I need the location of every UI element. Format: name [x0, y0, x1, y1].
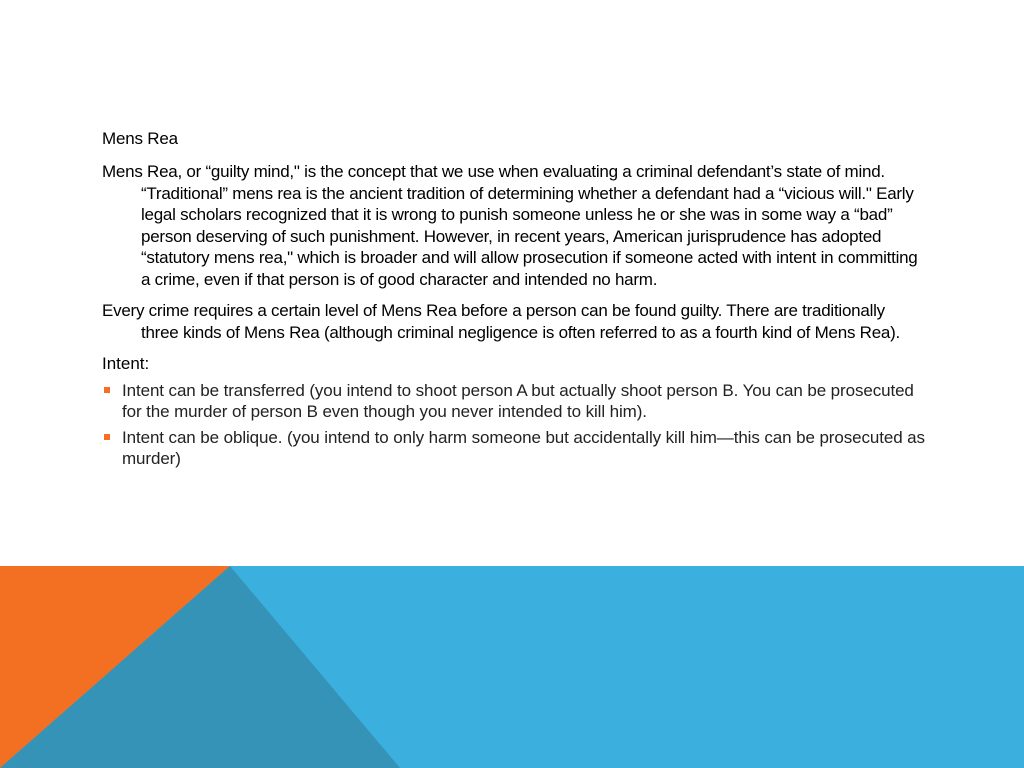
intent-label: Intent:: [102, 354, 150, 373]
paragraph-mens-rea-definition: Mens Rea, or “guilty mind," is the concept that we use when evaluating a criminal defendant’s state of mind. “Traditional” mens rea is the ancient tradition of determining whether a defendant had a “vicious will." Early legal scholars recognized that it is wrong to punish someone unless he or she was in some way a “bad” person deserving of such punishment. However, in recent years, American jurisprudence has adopted “statutory mens rea," which is broader and will allow prosecution if someone acted with intent in committing a crime, even if that person is of good character and intended no harm.: [102, 162, 918, 289]
slide-content: [102, 128, 926, 474]
bullet-text: Intent can be oblique. (you intend to only harm someone but accidentally kill him—this can be prosecuted as murder): [122, 428, 925, 468]
intent-bullet-list: [102, 380, 926, 469]
list-item: [102, 380, 926, 422]
square-bullet-icon: [104, 387, 110, 393]
decorative-footer-shapes: [0, 566, 1024, 768]
square-bullet-icon: [104, 434, 110, 440]
bullet-text: Intent can be transferred (you intend to shoot person A but actually shoot person B. You can be prosecuted for the murder of person B even though you never intended to kill him).: [122, 381, 914, 421]
slide-heading: Mens Rea: [102, 129, 178, 148]
list-item: [102, 427, 926, 469]
paragraph-mens-rea-levels: Every crime requires a certain level of Mens Rea before a person can be found guilty. There are traditionally three kinds of Mens Rea (although criminal negligence is often referred to as a fourth kind of Mens Rea).: [102, 301, 900, 342]
